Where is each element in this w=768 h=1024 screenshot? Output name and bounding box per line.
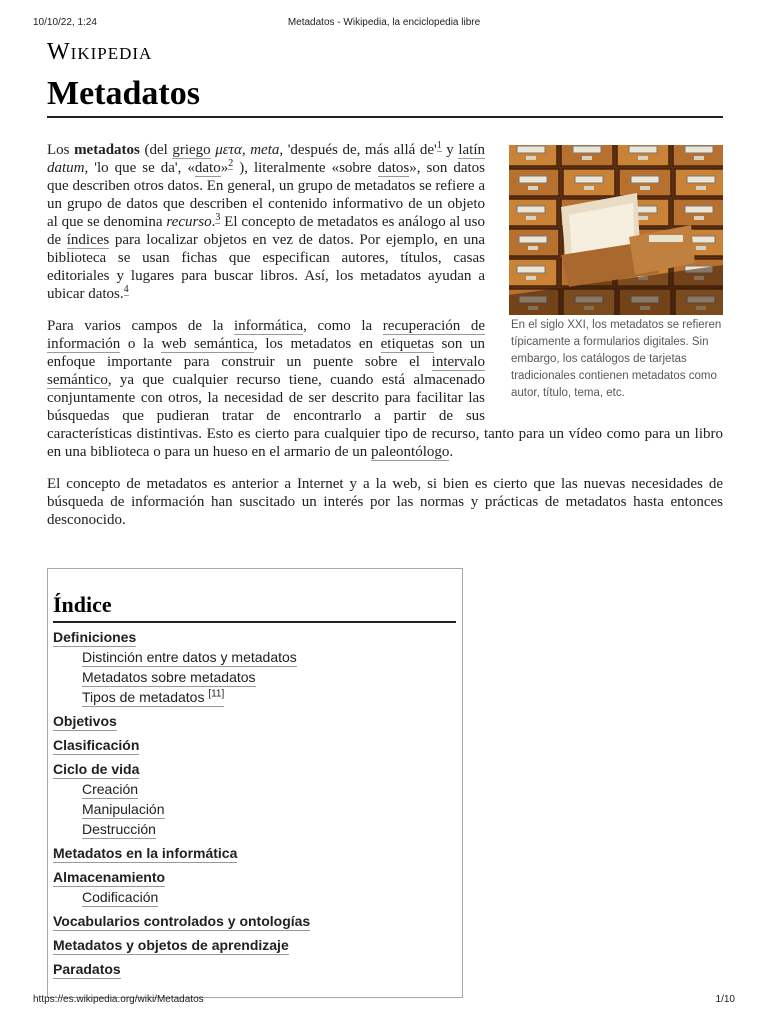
ref-2[interactable]: 2 — [228, 157, 234, 169]
wikipedia-wordmark[interactable]: Wikipedia — [47, 39, 153, 65]
greek-word: μετα — [215, 141, 242, 158]
toc-link-tipos-de-metadatos[interactable] — [82, 689, 224, 707]
table-of-contents — [47, 568, 463, 998]
toc-item — [53, 961, 456, 979]
drawer-label-holder — [573, 146, 601, 153]
toc-link-creacion[interactable]: Creación — [82, 781, 139, 797]
toc-sublabel: Metadatos sobre metadatos — [82, 669, 256, 685]
text: Para varios campos de la — [47, 317, 235, 334]
drawer-label-holder — [685, 146, 713, 153]
print-page-title: Metadatos - Wikipedia, la enciclopedia libre — [287, 17, 481, 28]
toc-link-metadatos-sobre-metadatos[interactable] — [82, 669, 256, 687]
text: , ya que cualquier recurso tiene, cuando está almacenado conjuntamente con otros, la necesidad de ser descrito para facilitar las búsquedas que pudieran tratar de encontrarlo a partir de sus características distintivas. Esto es cierto para cualquier tipo de recurso, tanto para un vídeo como para un libro en una biblioteca o para un hueso en el armario de un — [47, 371, 723, 460]
drawer-handle — [694, 216, 704, 220]
ref-3[interactable]: 3 — [215, 211, 221, 223]
drawer-label-holder — [519, 176, 547, 183]
toc-link-definiciones[interactable]: Definiciones — [53, 629, 137, 645]
figure-caption: En el siglo XXI, los metadatos se refieren típicamente a formularios digitales. Sin embargo, los catálogos de tarjetas tradicionales contienen metadatos como autor, título, tema, etc. — [511, 318, 722, 399]
text: El concepto de metadatos es análogo al uso de — [47, 213, 485, 248]
toc-item — [53, 869, 456, 907]
toc-link-metadatos-y-objetos[interactable]: Metadatos y objetos de aprendizaje — [53, 937, 289, 953]
drawer-label-holder — [517, 266, 545, 273]
print-page-number: 1/10 — [715, 994, 735, 1005]
bold-term: metadatos — [74, 141, 140, 158]
link-griego[interactable]: griego — [172, 141, 211, 158]
print-header — [33, 17, 735, 31]
drawer-handle — [584, 186, 594, 190]
drawer-label-holder — [517, 146, 545, 153]
text: . — [211, 213, 216, 230]
toc-sublabel: Tipos de metadatos — [82, 689, 209, 705]
toc-sublist — [53, 887, 456, 907]
toc-link-ciclo-de-vida[interactable]: Ciclo de vida — [53, 761, 140, 777]
toc-link-destruccion[interactable]: Destrucción — [82, 821, 156, 837]
drawer-label-holder — [517, 206, 545, 213]
drawer-label-holder — [519, 236, 547, 243]
card-catalog-drawers-photo[interactable] — [509, 145, 723, 315]
toc-link-manipulacion[interactable]: Manipulación — [82, 801, 165, 817]
link-dato[interactable]: dato — [194, 159, 221, 176]
print-url: https://es.wikipedia.org/wiki/Metadatos — [33, 994, 204, 1005]
drawer-label-holder — [575, 176, 603, 183]
card-catalog-image — [509, 145, 723, 315]
toc-item — [53, 845, 456, 863]
toc-sublabel: Distinción entre datos y metadatos — [82, 649, 297, 665]
link-indices[interactable]: índices — [66, 231, 110, 248]
toc-sublist — [53, 779, 456, 839]
link-datos[interactable]: datos — [377, 159, 410, 176]
drawer-handle — [696, 186, 706, 190]
text: » — [220, 159, 229, 176]
text: . — [449, 443, 454, 460]
text: para localizar objetos en vez de datos. Por ejemplo, en una biblioteca se usan fichas que especifican autores, títulos, casas editoriales y lugares para buscar libros. Así, los metadatos ayudan a ubicar datos. — [47, 231, 485, 302]
toc-item — [53, 629, 456, 707]
toc-link-objetivos[interactable]: Objetivos — [53, 713, 117, 729]
drawer-handle — [694, 156, 704, 160]
drawer-label-holder — [631, 176, 659, 183]
print-date: 10/10/22, 1:24 — [33, 17, 97, 28]
toc-item — [53, 913, 456, 931]
text: , los metadatos en — [254, 335, 381, 352]
toc-list — [53, 629, 456, 979]
article-body — [47, 141, 723, 529]
text: , 'lo que se da', « — [84, 159, 195, 176]
toc-item — [53, 713, 456, 731]
toc-title: Índice — [53, 591, 456, 623]
text: , 'después de, más allá de' — [279, 141, 437, 158]
toc-link-codificacion[interactable]: Codificación — [82, 889, 159, 905]
link-etiquetas[interactable]: etiquetas — [380, 335, 434, 352]
thumbnail-figure — [509, 145, 723, 402]
link-web-semantica[interactable]: web semántica — [161, 335, 254, 352]
text: Los — [47, 141, 75, 158]
text: », son datos que describen otros datos. En general, un grupo de metadatos se refiere a un grupo de datos que describen el contenido informativo de un objeto al que se denomina — [47, 159, 486, 230]
drawer-label-holder — [687, 176, 715, 183]
toc-sublist — [53, 647, 456, 707]
drawer-handle — [528, 246, 538, 250]
toc-link-distincion[interactable] — [82, 649, 297, 667]
third-paragraph: El concepto de metadatos es anterior a Internet y a la web, si bien es cierto que las nuevas necesidades de búsqueda de información han suscitado un interés por las normas y prácticas de metadatos hasta entonces desconocido. — [47, 475, 723, 528]
drawer-label-holder — [629, 146, 657, 153]
link-latin[interactable]: latín — [458, 141, 486, 158]
drawer-handle — [526, 216, 536, 220]
link-recuperacion-de-informacion[interactable]: recuperación de información — [47, 317, 485, 352]
drawer-handle — [528, 186, 538, 190]
toc-link-almacenamiento[interactable]: Almacenamiento — [53, 869, 166, 885]
text: ), literalmente «sobre — [233, 159, 378, 176]
article — [47, 38, 723, 529]
print-footer — [33, 994, 735, 1008]
drawer-label-holder — [685, 206, 713, 213]
latin-word: datum — [47, 159, 85, 176]
text: o la — [120, 335, 162, 352]
text: son un enfoque importante para construir un puente sobre el — [47, 335, 485, 370]
toc-link-vocabularios-controlados[interactable]: Vocabularios controlados y ontologías — [53, 913, 311, 929]
text: (del — [139, 141, 173, 158]
ref-1[interactable]: 1 — [436, 139, 442, 151]
page-title: Metadatos — [47, 74, 723, 118]
drawer-handle — [640, 186, 650, 190]
drawer-handle — [638, 156, 648, 160]
toc-link-paradatos[interactable]: Paradatos — [53, 961, 121, 977]
drawer-handle — [582, 156, 592, 160]
drawer-handle — [526, 276, 536, 280]
toc-link-metadatos-en-la-informatica[interactable]: Metadatos en la informática — [53, 845, 238, 861]
text: y — [441, 141, 459, 158]
toc-item — [53, 761, 456, 839]
drawer-handle — [526, 156, 536, 160]
recurso-term: recurso — [166, 213, 212, 230]
toc-link-clasificacion[interactable]: Clasificación — [53, 737, 140, 753]
text: , como la — [303, 317, 383, 334]
toc-item — [53, 937, 456, 955]
ref-11: [11] — [208, 688, 225, 700]
link-intervalo-semantico[interactable]: intervalo semántico — [47, 353, 485, 388]
toc-item — [53, 737, 456, 755]
link-paleontologo[interactable]: paleontólogo — [371, 443, 450, 460]
text: , — [241, 141, 251, 158]
drawer-handle — [696, 246, 706, 250]
link-informatica[interactable]: informática — [234, 317, 304, 334]
latin-transliteration: meta — [250, 141, 280, 158]
drawer-handle — [638, 216, 648, 220]
ref-4[interactable]: 4 — [123, 283, 129, 295]
